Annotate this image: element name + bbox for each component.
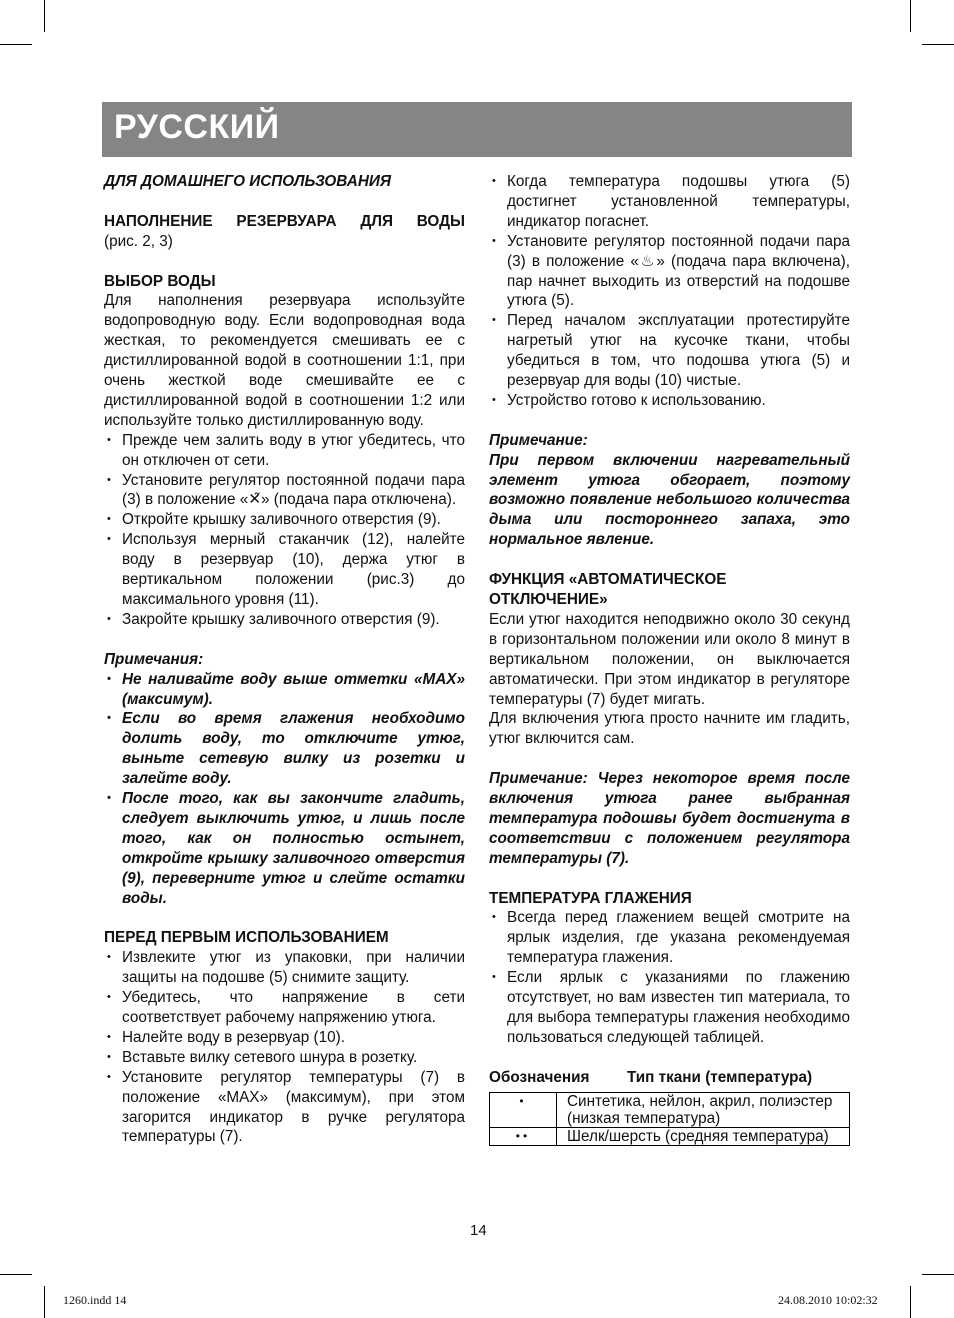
list-item: • Если во время глажения необходимо долить воду, то отключите утюг, выньте сетевую вилку из розетки и залейте воду.	[104, 709, 465, 789]
table-col-fabric: Тип ткани (температура)	[627, 1068, 813, 1086]
list-item: • Закройте крышку заливочного отверстия (9).	[104, 610, 465, 630]
home-use-heading: ДЛЯ ДОМАШНЕГО ИСПОЛЬЗОВАНИЯ	[104, 173, 392, 190]
list-item: • Установите регулятор постоянной подачи пара (3) в положение «✕̃» (подача пара отключена).	[104, 471, 465, 511]
table-col-symbols: Обозначения	[489, 1068, 590, 1086]
crop-mark	[910, 0, 911, 32]
table-row	[490, 1092, 850, 1127]
crop-mark	[0, 1274, 32, 1275]
crop-mark	[922, 1274, 954, 1275]
first-use-heading: ПЕРЕД ПЕРВЫМ ИСПОЛЬЗОВАНИЕМ	[104, 929, 389, 947]
list-item: • Перед началом эксплуатации протестируйте нагретый утюг на кусочке ткани, чтобы убедиться в том, что подошва утюга (5) и резервуар для воды (10) чистые.	[489, 311, 850, 391]
fabric-table	[489, 1092, 850, 1146]
notes-heading: Примечания:	[104, 650, 204, 668]
banner-title: РУССКИЙ	[114, 108, 280, 146]
footer-date: 24.08.2010 10:02:32	[778, 1293, 878, 1307]
list-item: • Не наливайте воду выше отметки «MAX» (максимум).	[104, 670, 465, 710]
crop-mark	[922, 44, 954, 45]
water-choice-heading: ВЫБОР ВОДЫ	[104, 272, 216, 290]
dot-symbol-cell: •	[490, 1092, 557, 1127]
list-item: • Убедитесь, что напряжение в сети соответствует рабочему напряжению утюга.	[104, 988, 465, 1028]
left-column	[104, 172, 465, 1147]
auto-off-text: Если утюг находится неподвижно около 30 секунд в горизонтальном положении или около 8 минут в вертикальном положении, он выключается автоматически. При этом индикатор в регуляторе температуры (7) будет мигать.	[489, 610, 850, 708]
list-item: • Извлеките утюг из упаковки, при наличии защиты на подошве (5) снимите защиту.	[104, 948, 465, 988]
fabric-table-header	[489, 1068, 850, 1088]
crop-mark	[910, 1286, 911, 1318]
list-item: • Если ярлык с указаниями по глажению отсутствует, но вам известен тип материала, то для выбора температуры глажения необходимо пользоваться следующей таблицей.	[489, 968, 850, 1048]
footer-file: 1260.indd 14	[63, 1293, 127, 1307]
ironing-temp-heading: ТЕМПЕРАТУРА ГЛАЖЕНИЯ	[489, 889, 692, 907]
ironing-temp-list	[489, 908, 850, 1047]
crop-mark	[0, 44, 32, 45]
list-item: • Устройство готово к использованию.	[489, 391, 850, 411]
right-column	[489, 172, 850, 1146]
notes-list	[104, 670, 465, 909]
dot-symbol-cell: ••	[490, 1127, 557, 1145]
list-item: • Прежде чем залить воду в утюг убедитесь, что он отключен от сети.	[104, 431, 465, 471]
fabric-cell: Шелк/шерсть (средняя температура)	[557, 1127, 850, 1145]
list-item: • После того, как вы закончите гладить, следует выключить утюг, и лишь после того, как он полностью остынет, откройте крышку заливочного отверстия (9), переверните утюг и слейте остатки воды.	[104, 789, 465, 908]
table-row	[490, 1127, 850, 1145]
auto-off-heading-line1: ФУНКЦИЯ «АВТОМАТИЧЕСКОЕ	[489, 571, 727, 589]
fill-tank-ref: (рис. 2, 3)	[104, 232, 173, 250]
page-number: 14	[470, 1222, 487, 1239]
list-item: • Когда температура подошвы утюга (5) достигнет установленной температуры, индикатор погаснет.	[489, 172, 850, 232]
crop-mark	[44, 1286, 45, 1318]
continued-steps-list	[489, 172, 850, 411]
auto-off-restart-text: Для включения утюга просто начните им гладить, утюг включится сам.	[489, 710, 850, 748]
auto-off-heading-line2: ОТКЛЮЧЕНИЕ»	[489, 591, 608, 608]
fill-tank-heading: НАПОЛНЕНИЕ РЕЗЕРВУАРА ДЛЯ ВОДЫ	[104, 212, 465, 230]
crop-mark	[44, 0, 45, 32]
first-use-list	[104, 948, 465, 1147]
fabric-cell: Синтетика, нейлон, акрил, полиэстер (низкая температура)	[557, 1092, 850, 1127]
list-item: • Всегда перед глажением вещей смотрите на ярлык изделия, где указана рекомендуемая температура глажения.	[489, 908, 850, 968]
language-banner	[102, 102, 852, 157]
list-item: • Используя мерный стаканчик (12), налейте воду в резервуар (10), держа утюг в вертикальном положении (рис.3) до максимального уровня (11).	[104, 530, 465, 610]
note-temperature-text: Примечание: Через некоторое время после включения утюга ранее выбранная температура подошвы будет достигнута в соответствии с положением регулятора температуры (7).	[489, 770, 850, 867]
note-first-use-text: При первом включении нагревательный элемент утюга обгорает, поэтому возможно появление небольшого количества дыма или постороннего запаха, это нормальное явление.	[489, 451, 850, 549]
list-item: • Установите регулятор постоянной подачи пара (3) в положение «♨» (подача пара включена), пар начнет выходить из отверстий на подошве утюга (5).	[489, 232, 850, 312]
list-item: • Откройте крышку заливочного отверстия (9).	[104, 510, 465, 530]
list-item: • Налейте воду в резервуар (10).	[104, 1028, 465, 1048]
water-choice-text: Для наполнения резервуара используйте водопроводную воду. Если водопроводная вода жесткая, то рекомендуется смешивать ее с дистиллированной водой в соотношении 1:1, при очень жесткой воде смешивайте ее с дистиллированной водой в соотношении 1:2 или используйте только дистиллированную воду.	[104, 292, 465, 429]
note-heading: Примечание:	[489, 431, 588, 449]
list-item: • Установите регулятор температуры (7) в положение «MAX» (максимум), при этом загорится индикатор в ручке регулятора температуры (7).	[104, 1068, 465, 1148]
list-item: • Вставьте вилку сетевого шнура в розетку.	[104, 1048, 465, 1068]
water-steps-list	[104, 431, 465, 630]
